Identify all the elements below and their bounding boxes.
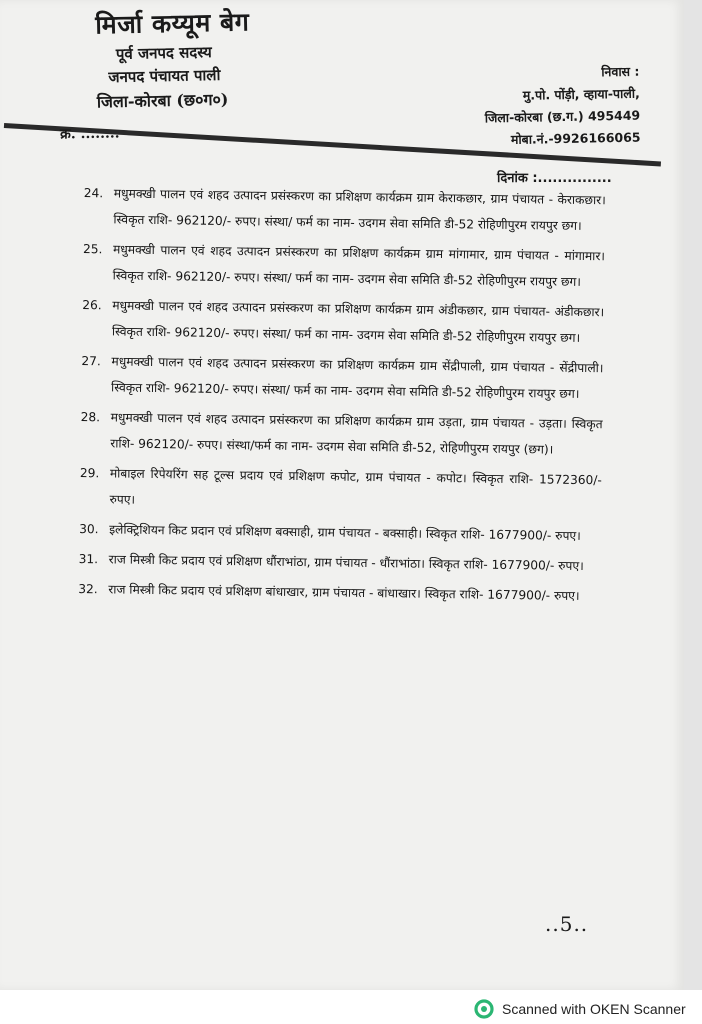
list-item	[82, 236, 605, 295]
sender-district: जिला-कोरबा (छ०ग०)	[96, 89, 229, 112]
item-text: मोबाइल रिपेयरिंग सह टूल्स प्रदाय एवं प्रशिक्षण कपोट, ग्राम पंचायत - कपोट। स्विकृत राशि- 1572360/- रुपए।	[109, 466, 602, 507]
item-text: मधुमक्खी पालन एवं शहद उत्पादन प्रसंस्करण का प्रशिक्षण कार्यक्रम ग्राम अंडीकछार, ग्राम पंचायत- अंडीकछार। स्विकृत राशि- 962120/- रुपए। संस्था/ फर्म का नाम- उदगम सेवा समिति डी-52 रोहिणीपुरम रायपुर छग।	[111, 298, 605, 345]
sender-name: मिर्जा कय्यूम बेग	[94, 7, 250, 40]
item-number: 24.	[83, 185, 104, 201]
item-number: 28.	[80, 409, 101, 425]
reference-number: क्र. ........	[59, 125, 120, 143]
sender-office: जनपद पंचायत पाली	[108, 65, 221, 87]
address-label: निवास :	[601, 63, 640, 80]
item-number: 31.	[78, 551, 99, 567]
scanner-watermark	[474, 999, 686, 1019]
list-item	[80, 404, 603, 463]
oken-scanner-icon	[474, 999, 494, 1019]
item-number: 25.	[82, 241, 103, 257]
letterhead-address	[483, 61, 641, 152]
item-text: राज मिस्त्री किट प्रदाय एवं प्रशिक्षण बांधाखार, ग्राम पंचायत - बांधाखार। स्विकृत राशि- 1677900/- रुपए।	[108, 582, 580, 603]
item-number: 29.	[79, 465, 100, 481]
item-text: मधुमक्खी पालन एवं शहद उत्पादन प्रसंस्करण का प्रशिक्षण कार्यक्रम ग्राम उड़ता, ग्राम पंचायत - उड़ता। स्विकृत राशि- 962120/- रुपए। संस्था/फर्म का नाम- उदगम सेवा समिति डी-52, रोहिणीपुरम रायपुर (छग)।	[110, 410, 603, 457]
scanner-watermark-text: Scanned with OKEN Scanner	[502, 1001, 686, 1017]
list-item	[79, 460, 602, 519]
item-number: 32.	[78, 581, 98, 597]
list-item	[79, 546, 601, 579]
item-text: इलेक्ट्रिशियन किट प्रदान एवं प्रशिक्षण बक्साही, ग्राम पंचायत - बक्साही। स्विकृत राशि- 1677900/- रुपए।	[109, 522, 581, 543]
address-line-1: मु.पो. पोंड़ी, व्हाया-पाली,	[522, 85, 640, 103]
letterhead-sender	[85, 4, 251, 112]
mobile-number: मोबा.नं.-9926166065	[510, 129, 641, 147]
item-text: मधुमक्खी पालन एवं शहद उत्पादन प्रसंस्करण का प्रशिक्षण कार्यक्रम ग्राम मांगामार, ग्राम पंचायत - मांगामार। स्विकृत राशि- 962120/- रुपए। संस्था/ फर्म का नाम- उदगम सेवा समिति डी-52 रोहिणीपुरम रायपुर छग।	[112, 242, 606, 289]
item-number: 26.	[82, 297, 102, 313]
list-item	[83, 180, 606, 239]
date-field: दिनांक :...............	[497, 171, 612, 186]
item-text: राज मिस्त्री किट प्रदाय एवं प्रशिक्षण धौंराभांठा, ग्राम पंचायत - धौंराभांठा। स्विकृत राशि- 1677900/- रुपए।	[108, 552, 584, 574]
scan-edge	[684, 0, 702, 990]
address-line-2: जिला-कोरबा (छ.ग.) 495449	[484, 107, 641, 126]
item-number: 27.	[81, 353, 101, 369]
list-item	[79, 516, 601, 549]
list-item	[81, 348, 604, 407]
list-item	[82, 292, 605, 351]
project-list	[78, 180, 606, 613]
page-number-mark: ..5..	[545, 912, 589, 936]
item-number: 30.	[79, 521, 99, 537]
sender-designation: पूर्व जनपद सदस्य	[115, 43, 212, 64]
list-item	[78, 576, 600, 609]
item-text: मधुमक्खी पालन एवं शहद उत्पादन प्रसंस्करण का प्रशिक्षण कार्यक्रम ग्राम केराकछार, ग्राम पंचायत - केराकछार। स्विकृत राशि- 962120/- रुपए। संस्था/ फर्म का नाम- उदगम सेवा समिति डी-52 रोहिणीपुरम रायपुर छग।	[113, 186, 606, 233]
item-text: मधुमक्खी पालन एवं शहद उत्पादन प्रसंस्करण का प्रशिक्षण कार्यक्रम ग्राम सेंद्रीपाली, ग्राम पंचायत - सेंद्रीपाली। स्विकृत राशि- 962120/- रुपए। संस्था/ फर्म का नाम- उदगम सेवा समिति डी-52 रोहिणीपुरम रायपुर छग।	[111, 354, 604, 401]
